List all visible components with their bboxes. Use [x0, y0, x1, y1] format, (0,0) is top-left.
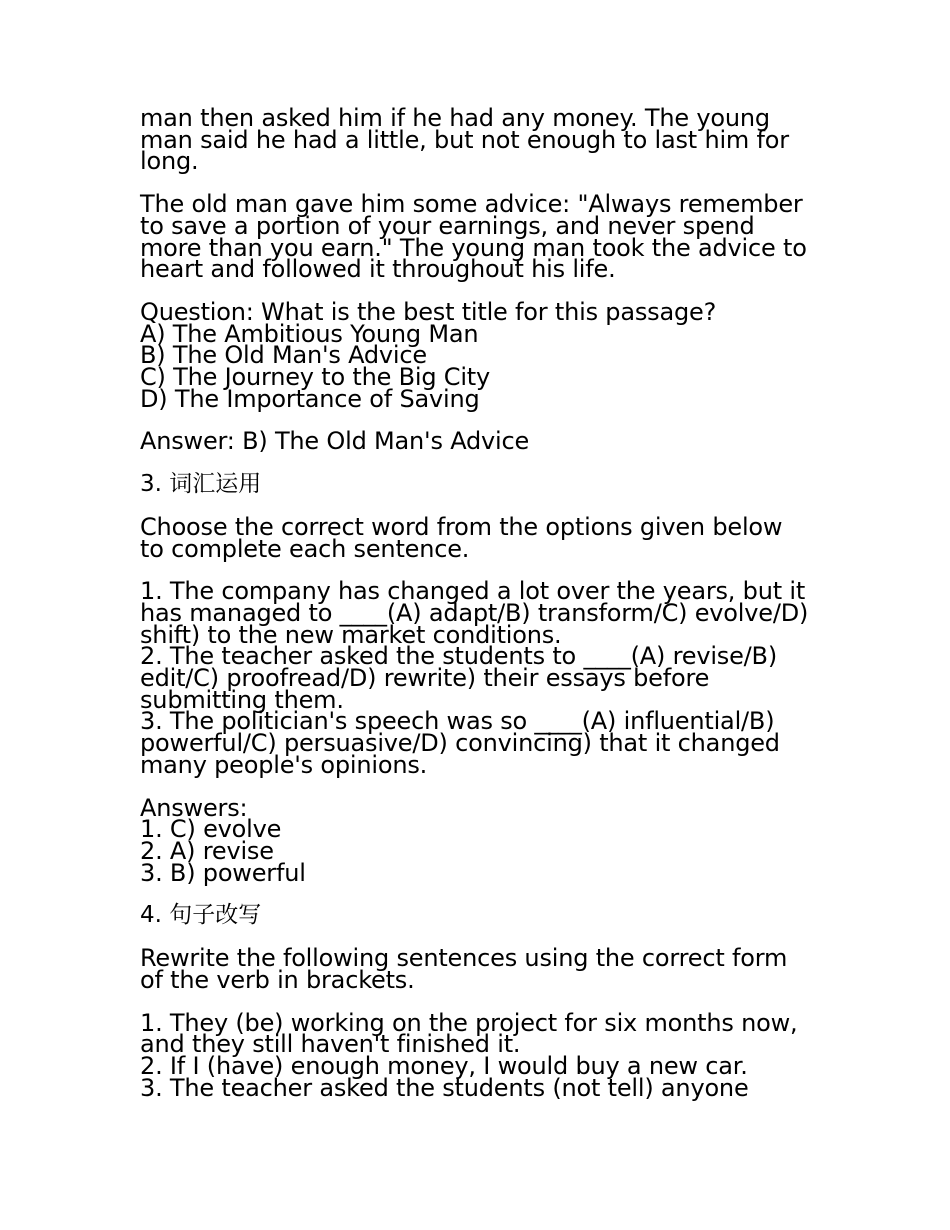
answer-text: Answer: B) The Old Man's Advice	[140, 427, 530, 456]
text-line: long.	[140, 147, 199, 176]
text-line: 2. The teacher asked the students to ____(A) revise/B)	[140, 642, 777, 671]
answers-label: Answers:	[140, 793, 248, 822]
text-line: heart and followed it throughout his life.	[140, 255, 616, 284]
section-4-heading: 4. 句子改写	[140, 902, 262, 929]
answer-item: 2. A) revise	[140, 836, 274, 865]
text-line: powerful/C) persuasive/D) convincing) that it changed	[140, 729, 780, 758]
section-4-items	[140, 1008, 820, 1102]
answer-item: 1. C) evolve	[140, 815, 282, 844]
section-3-heading-block	[140, 471, 820, 498]
option-b: B) The Old Man's Advice	[140, 341, 427, 370]
text-line: 3. The politician's speech was so ____(A) influential/B)	[140, 707, 775, 736]
section-3-heading: 3. 词汇运用	[140, 471, 262, 498]
text-line: 1. The company has changed a lot over the years, but it	[140, 577, 806, 606]
text-line: shift) to the new market conditions.	[140, 620, 562, 649]
text-line: to save a portion of your earnings, and never spend	[140, 211, 755, 240]
question-text: Question: What is the best title for this passage?	[140, 297, 717, 326]
text-line: of the verb in brackets.	[140, 965, 415, 994]
story-paragraph-2	[140, 190, 820, 284]
text-line: man said he had a little, but not enough to last him for	[140, 125, 789, 154]
text-line: Choose the correct word from the options given below	[140, 512, 783, 541]
document-page	[140, 104, 820, 1120]
section-3-items	[140, 577, 820, 779]
text-line: to complete each sentence.	[140, 534, 470, 563]
text-line: man then asked him if he had any money. The young	[140, 104, 770, 132]
section-4-instructions	[140, 944, 820, 994]
section-3-answers	[140, 793, 820, 887]
option-a: A) The Ambitious Young Man	[140, 319, 479, 348]
text-line: more than you earn." The young man took the advice to	[140, 233, 807, 262]
text-line: 3. The teacher asked the students (not tell) anyone	[140, 1073, 749, 1102]
text-line: has managed to ____(A) adapt/B) transform/C) evolve/D)	[140, 598, 809, 627]
text-line: and they still haven't finished it.	[140, 1030, 521, 1059]
text-line: submitting them.	[140, 685, 344, 714]
answer-item: 3. B) powerful	[140, 858, 306, 887]
text-line: The old man gave him some advice: "Always remember	[140, 190, 803, 219]
text-line: Rewrite the following sentences using the correct form	[140, 944, 788, 973]
text-line: 2. If I (have) enough money, I would buy a new car.	[140, 1051, 748, 1080]
section-4-heading-block	[140, 902, 820, 929]
answer-block	[140, 427, 820, 456]
story-paragraph-1	[140, 104, 820, 176]
text-line: edit/C) proofread/D) rewrite) their essays before	[140, 664, 710, 693]
text-line: many people's opinions.	[140, 750, 428, 779]
option-d: D) The Importance of Saving	[140, 384, 480, 413]
section-3-instructions	[140, 512, 820, 563]
option-c: C) The Journey to the Big City	[140, 363, 491, 392]
text-line: 1. They (be) working on the project for six months now,	[140, 1008, 798, 1037]
question-block	[140, 297, 820, 413]
